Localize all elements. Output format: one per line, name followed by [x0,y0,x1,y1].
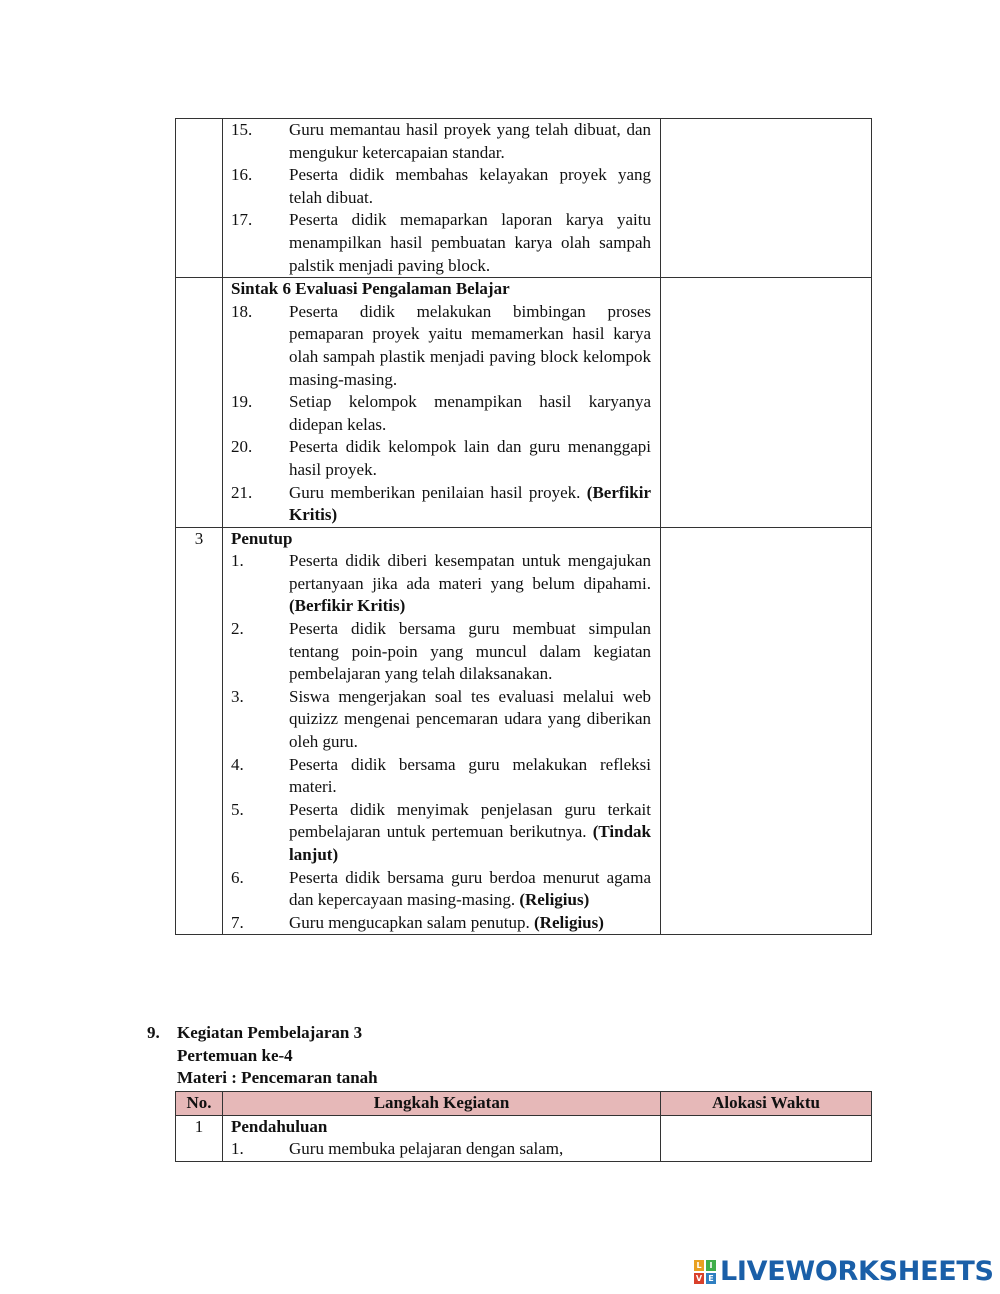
item-number: 15. [231,120,253,139]
table-header-row [176,1092,872,1116]
item-text: Peserta didik bersama guru melakukan refleksi materi. [289,754,651,797]
list-item [231,618,651,686]
section-title: Kegiatan Pembelajaran 3 [177,1023,363,1042]
table-row [176,1115,872,1161]
phase-heading: Sintak 6 Evaluasi Pengalaman Belajar [231,279,510,299]
item-tag: (Berfikir Kritis) [289,482,651,525]
row-steps [223,527,661,935]
header-no: No. [176,1092,223,1116]
list-item [231,867,651,912]
item-text: Peserta didik bersama guru berdoa menurut agama dan kepercayaan masing-masing. [289,867,651,910]
row-time [661,119,872,278]
activity-table-body [176,119,872,935]
item-tag: (Religius) [534,912,604,932]
section-number: 9. [147,1023,160,1042]
row-number: 1 [176,1115,223,1161]
logo-mark-icon [694,1260,716,1284]
item-number: 17. [231,210,253,230]
item-text: Peserta didik memaparkan laporan karya yaitu menampilkan hasil pembuatan karya olah sampah palstik menjadi paving block. [289,210,651,275]
header-time: Alokasi Waktu [661,1092,872,1116]
phase-heading: Penutup [231,528,293,548]
item-number: 6. [231,867,244,887]
item-text: Peserta didik menyimak penjelasan guru terkait pembelajaran untuk pertemuan berikutnya. [289,799,651,842]
item-tag: (Religius) [519,890,590,910]
table-row [176,527,872,935]
item-text: Guru memantau hasil proyek yang telah dibuat, dan mengukur ketercapaian standar. [289,120,651,162]
item-number: 3. [231,686,244,706]
item-text: Guru membuka pelajaran dengan salam, [289,1139,564,1159]
item-number: 2. [231,619,244,639]
item-number: 19. [231,392,253,412]
item-text: Peserta didik diberi kesempatan untuk mengajukan pertanyaan jika ada materi yang belum dipahami. [289,551,651,593]
list-item [231,301,651,391]
phase-heading: Pendahuluan [231,1116,328,1136]
table-row [176,278,872,528]
activity-table [175,118,872,935]
logo-tile: I [706,1260,716,1271]
list-item [231,119,651,164]
list-item [231,799,651,867]
item-number: 20. [231,437,253,457]
row-time [661,1115,872,1161]
list-item [231,482,651,527]
logo-text: LIVEWORKSHEETS [720,1256,994,1287]
item-number: 16. [231,165,253,185]
logo-tile: V [695,1273,703,1283]
item-text: Guru mengucapkan salam penutup. [289,912,530,932]
logo-tile: E [706,1273,716,1284]
item-text: Setiap kelompok menampikan hasil karyanya didepan kelas. [289,392,651,434]
list-item [231,164,651,209]
list-item [231,912,651,935]
row-steps [223,1115,661,1161]
list-item [231,436,651,481]
item-text: Peserta didik melakukan bimbingan proses pemaparan proyek yaitu memamerkan hasil karya olah sampah plastik menjadi paving block kelompok masing-masing. [289,301,651,389]
row-number [176,119,223,278]
item-number: 18. [231,301,253,321]
list-item [231,209,651,277]
list-item [231,391,651,436]
row-time [661,278,872,528]
section-material: Materi : Pencemaran tanah [177,1068,378,1088]
row-steps [223,119,661,278]
item-text: Peserta didik bersama guru membuat simpulan tentang poin-poin yang muncul dalam kegiatan pembelajaran yang telah dilaksanakan. [289,619,651,684]
row-time [661,527,872,935]
item-tag: (Berfikir Kritis) [289,596,406,616]
list-item [231,754,651,799]
row-steps [223,278,661,528]
item-text: Peserta didik membahas kelayakan proyek yang telah dibuat. [289,165,651,207]
lesson-table [175,1091,872,1162]
item-number: 5. [231,799,244,819]
liveworksheets-logo[interactable] [694,1256,994,1287]
item-tag: (Tindak lanjut) [289,822,651,864]
item-text: Guru memberikan penilaian hasil proyek. [289,482,581,502]
item-number: 21. [231,482,253,502]
item-number: 4. [231,754,244,774]
item-number: 1. [231,551,244,571]
list-item [231,550,651,618]
item-text: Siswa mengerjakan soal tes evaluasi melalui web quizizz mengenai pencemaran udara yang diberikan oleh guru. [289,686,651,752]
list-item [231,1138,651,1161]
item-text: Peserta didik kelompok lain dan guru menanggapi hasil proyek. [289,437,651,479]
section-heading [147,1022,378,1090]
table-row [176,119,872,278]
row-number [176,278,223,528]
item-number: 1. [231,1139,244,1159]
header-steps: Langkah Kegiatan [223,1092,661,1116]
list-item [231,686,651,754]
logo-tile: L [694,1260,704,1271]
row-number: 3 [176,527,223,935]
item-number: 7. [231,912,244,932]
section-meeting: Pertemuan ke-4 [177,1045,293,1065]
